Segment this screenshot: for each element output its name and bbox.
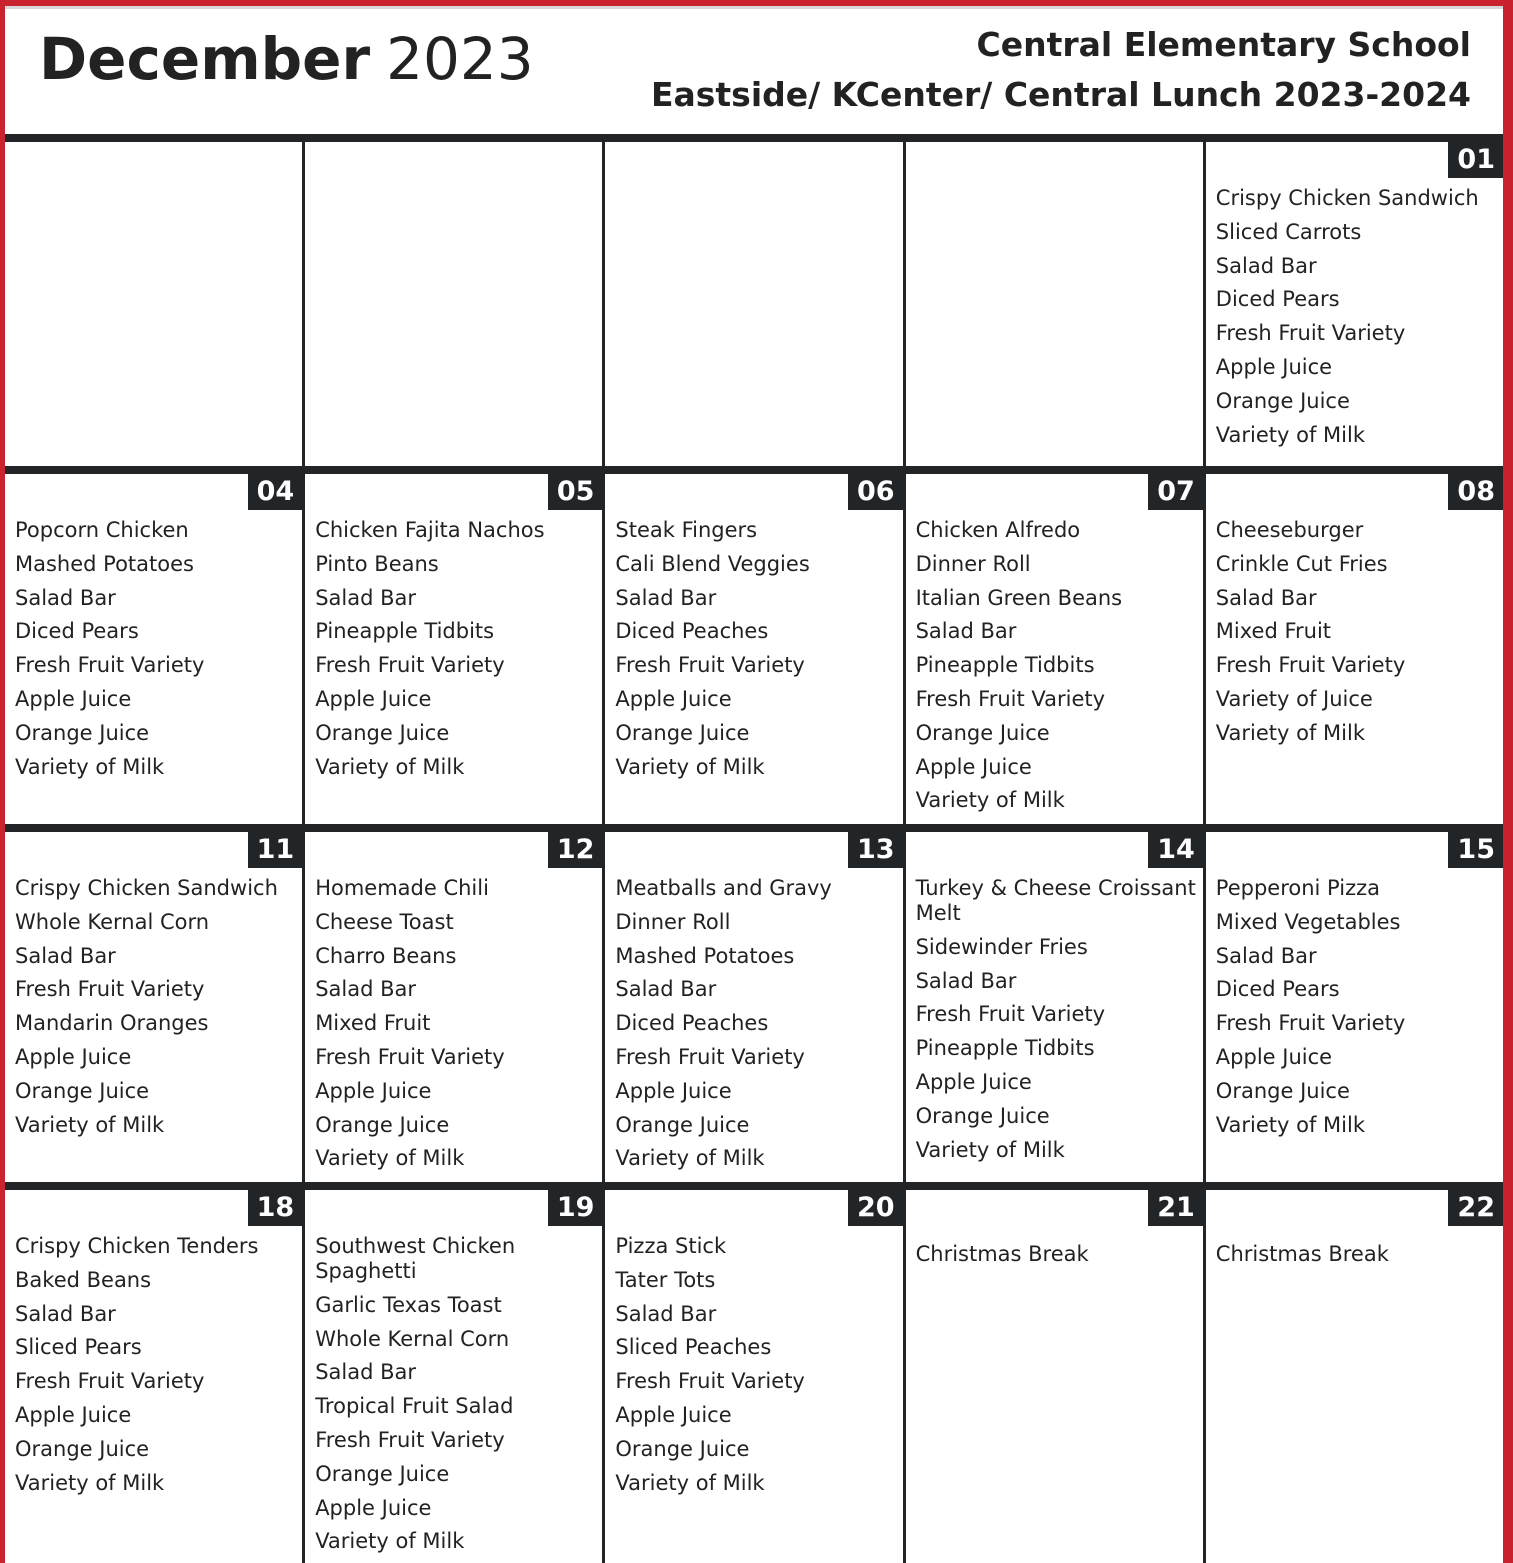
calendar-header [5, 6, 1503, 134]
menu-item: Sliced Pears [15, 1335, 142, 1360]
menu-item: Fresh Fruit Variety [15, 1369, 205, 1394]
day-cell [5, 474, 302, 824]
menu-item: Steak Fingers [615, 518, 758, 542]
day-cell [5, 1190, 302, 1563]
day-number: 13 [848, 832, 903, 868]
menu-item: Mixed Vegetables [1215, 909, 1401, 934]
menu-item: Salad Bar [315, 977, 417, 1002]
day-cell [305, 474, 602, 824]
menu-items [615, 876, 896, 1180]
menu-item: Apple Juice [915, 754, 1032, 779]
menu-item: Salad Bar [15, 585, 116, 610]
menu-items [15, 1234, 296, 1504]
menu-items [615, 1234, 896, 1504]
day-cell [305, 832, 602, 1182]
menu-item: Crispy Chicken Sandwich [1215, 186, 1479, 210]
menu-item: Fresh Fruit Variety [615, 1369, 805, 1394]
menu-item: Orange Juice [915, 1103, 1050, 1128]
menu-item: Fresh Fruit Variety [915, 1002, 1106, 1027]
day-cell [605, 474, 902, 824]
menu-items [1216, 876, 1497, 1146]
menu-item: Pineapple Tidbits [915, 653, 1095, 678]
menu-item: Apple Juice [315, 686, 432, 711]
menu-item: Cheese Toast [315, 909, 454, 934]
menu-item: Tropical Fruit Salad [315, 1394, 514, 1419]
menu-item: Apple Juice [1215, 1044, 1333, 1069]
menu-item: Fresh Fruit Variety [315, 1044, 505, 1069]
menu-item: Orange Juice [615, 1436, 750, 1461]
menu-item: Sliced Peaches [615, 1335, 772, 1360]
menu-item: Variety of Milk [1215, 422, 1365, 447]
menu-item: Dinner Roll [615, 909, 731, 934]
menu-item: Mixed Fruit [1215, 619, 1332, 644]
break-note: Christmas Break [1215, 1242, 1389, 1266]
menu-item: Fresh Fruit Variety [315, 1427, 505, 1452]
day-number: 04 [248, 474, 303, 510]
menu-items [1216, 186, 1497, 456]
day-cell [605, 1190, 902, 1563]
month-label: December [39, 25, 371, 93]
menu-item: Pizza Stick [615, 1234, 727, 1258]
menu-item: Orange Juice [1215, 388, 1350, 413]
menu-item: Variety of Milk [915, 1137, 1065, 1162]
day-number: 19 [548, 1190, 603, 1226]
menu-item: Apple Juice [315, 1495, 432, 1520]
menu-item: Variety of Milk [915, 788, 1065, 813]
menu-item: Salad Bar [1215, 943, 1317, 968]
menu-item: Fresh Fruit Variety [615, 653, 805, 678]
menu-item: Baked Beans [15, 1267, 152, 1292]
menu-item: Fresh Fruit Variety [615, 1044, 805, 1069]
menu-item: Apple Juice [615, 1078, 732, 1103]
menu-items [1216, 518, 1497, 755]
menu-item: Italian Green Beans [915, 585, 1123, 610]
menu-item: Apple Juice [15, 1044, 132, 1069]
day-cell [906, 1190, 1203, 1563]
menu-item: Variety of Milk [615, 754, 765, 779]
day-cell [305, 1190, 602, 1563]
menu-item: Variety of Milk [1215, 720, 1365, 745]
day-number: 21 [1148, 1190, 1203, 1226]
menu-item: Variety of Milk [615, 1470, 765, 1495]
menu-item: Homemade Chili [315, 876, 489, 900]
day-number: 07 [1148, 474, 1203, 510]
menu-items [315, 876, 596, 1180]
menu-item: Salad Bar [915, 968, 1017, 993]
menu-item: Variety of Milk [15, 1470, 165, 1495]
calendar-grid [5, 134, 1503, 1563]
school-block [651, 20, 1471, 120]
menu-item: Salad Bar [1215, 585, 1317, 610]
menu-item: Salad Bar [1215, 253, 1317, 278]
menu-items [15, 876, 296, 1146]
day-cell [1206, 142, 1503, 466]
day-cell [1206, 832, 1503, 1182]
day-cell [605, 832, 902, 1182]
day-number: 14 [1148, 832, 1203, 868]
menu-item: Mashed Potatoes [615, 943, 795, 968]
menu-items [916, 518, 1197, 822]
empty-day-cell [5, 142, 302, 466]
menu-item: Diced Pears [15, 619, 139, 644]
day-cell [1206, 474, 1503, 824]
menu-item: Apple Juice [915, 1069, 1032, 1094]
menu-item: Orange Juice [315, 1461, 450, 1486]
day-number: 05 [548, 474, 603, 510]
menu-item: Apple Juice [1215, 354, 1333, 379]
menu-item: Pepperoni Pizza [1215, 876, 1381, 900]
program-name: Eastside/ KCenter/ Central Lunch 2023-2024 [650, 75, 1471, 114]
menu-item: Dinner Roll [915, 551, 1031, 576]
menu-item: Fresh Fruit Variety [915, 686, 1106, 711]
menu-item: Variety of Milk [15, 754, 165, 779]
day-number: 20 [848, 1190, 903, 1226]
calendar-title [39, 26, 534, 92]
menu-item: Crispy Chicken Tenders [15, 1234, 259, 1258]
menu-item: Fresh Fruit Variety [1215, 1011, 1406, 1036]
menu-item: Crispy Chicken Sandwich [15, 876, 278, 900]
menu-item: Orange Juice [15, 720, 150, 745]
menu-item: Salad Bar [615, 585, 717, 610]
menu-item: Garlic Texas Toast [315, 1292, 502, 1317]
menu-items [916, 1242, 1197, 1276]
menu-item: Popcorn Chicken [15, 518, 189, 542]
menu-item: Variety of Juice [1215, 686, 1373, 711]
day-cell [1206, 1190, 1503, 1563]
menu-item: Orange Juice [15, 1078, 150, 1103]
menu-item: Salad Bar [15, 943, 116, 968]
menu-item: Fresh Fruit Variety [15, 653, 205, 678]
menu-item: Variety of Milk [315, 754, 465, 779]
menu-item: Orange Juice [315, 720, 450, 745]
menu-item: Meatballs and Gravy [615, 876, 832, 900]
day-cell [5, 832, 302, 1182]
empty-day-cell [906, 142, 1203, 466]
menu-item: Mashed Potatoes [15, 551, 194, 576]
menu-item: Tater Tots [615, 1267, 716, 1292]
menu-item: Sliced Carrots [1215, 219, 1362, 244]
menu-item: Crinkle Cut Fries [1215, 551, 1388, 576]
menu-item: Pineapple Tidbits [915, 1036, 1095, 1061]
menu-item: Orange Juice [915, 720, 1050, 745]
menu-item: Variety of Milk [315, 1146, 465, 1171]
menu-item: Pineapple Tidbits [315, 619, 495, 644]
menu-item: Diced Pears [1215, 287, 1340, 312]
menu-item: Variety of Milk [15, 1112, 165, 1137]
menu-item: Apple Juice [615, 1402, 732, 1427]
day-number: 18 [248, 1190, 303, 1226]
menu-item: Salad Bar [315, 1360, 417, 1385]
menu-item: Salad Bar [615, 1301, 717, 1326]
menu-item: Apple Juice [615, 686, 732, 711]
day-number: 11 [248, 832, 303, 868]
menu-item: Apple Juice [15, 1402, 132, 1427]
menu-item: Cali Blend Veggies [615, 551, 810, 576]
menu-items [315, 1234, 596, 1563]
menu-item: Sidewinder Fries [915, 934, 1088, 959]
menu-item: Fresh Fruit Variety [1215, 653, 1406, 678]
school-name: Central Elementary School [976, 25, 1471, 64]
menu-item: Apple Juice [315, 1078, 432, 1103]
empty-day-cell [605, 142, 902, 466]
day-cell [906, 832, 1203, 1182]
menu-items [15, 518, 296, 788]
menu-item: Diced Peaches [615, 1011, 769, 1036]
menu-item: Variety of Milk [315, 1529, 465, 1554]
menu-item: Charro Beans [315, 943, 457, 968]
menu-item: Turkey & Cheese Croissant Melt [915, 876, 1196, 925]
day-number: 12 [548, 832, 603, 868]
menu-item: Chicken Fajita Nachos [315, 518, 545, 542]
menu-item: Mandarin Oranges [15, 1011, 209, 1036]
menu-item: Orange Juice [615, 720, 750, 745]
menu-items [315, 518, 596, 788]
menu-item: Chicken Alfredo [915, 518, 1081, 542]
day-number: 01 [1448, 142, 1503, 178]
menu-item: Orange Juice [615, 1112, 750, 1137]
menu-sheet [5, 6, 1503, 1563]
menu-item: Variety of Milk [615, 1146, 765, 1171]
menu-item: Salad Bar [615, 977, 717, 1002]
menu-item: Fresh Fruit Variety [1215, 321, 1406, 346]
menu-item: Diced Peaches [615, 619, 769, 644]
menu-item: Variety of Milk [1215, 1112, 1365, 1137]
menu-items [1216, 1242, 1497, 1276]
menu-item: Salad Bar [15, 1301, 116, 1326]
menu-item: Whole Kernal Corn [315, 1326, 510, 1351]
empty-day-cell [305, 142, 602, 466]
menu-item: Orange Juice [315, 1112, 450, 1137]
menu-item: Apple Juice [15, 686, 132, 711]
day-number: 06 [848, 474, 903, 510]
menu-item: Whole Kernal Corn [15, 909, 210, 934]
menu-item: Salad Bar [315, 585, 417, 610]
day-number: 08 [1448, 474, 1503, 510]
year-label: 2023 [386, 25, 534, 93]
menu-item: Mixed Fruit [315, 1011, 431, 1036]
menu-item: Cheeseburger [1215, 518, 1364, 542]
menu-item: Southwest Chicken Spaghetti [315, 1234, 516, 1283]
menu-item: Fresh Fruit Variety [15, 977, 205, 1002]
day-number: 15 [1448, 832, 1503, 868]
menu-item: Pinto Beans [315, 551, 439, 576]
menu-item: Orange Juice [1215, 1078, 1350, 1103]
menu-items [615, 518, 896, 788]
day-cell [906, 474, 1203, 824]
menu-item: Orange Juice [15, 1436, 150, 1461]
day-number: 22 [1448, 1190, 1503, 1226]
menu-item: Fresh Fruit Variety [315, 653, 505, 678]
break-note: Christmas Break [915, 1242, 1089, 1266]
menu-items [916, 876, 1197, 1171]
menu-item: Diced Pears [1215, 977, 1340, 1002]
menu-item: Salad Bar [915, 619, 1017, 644]
